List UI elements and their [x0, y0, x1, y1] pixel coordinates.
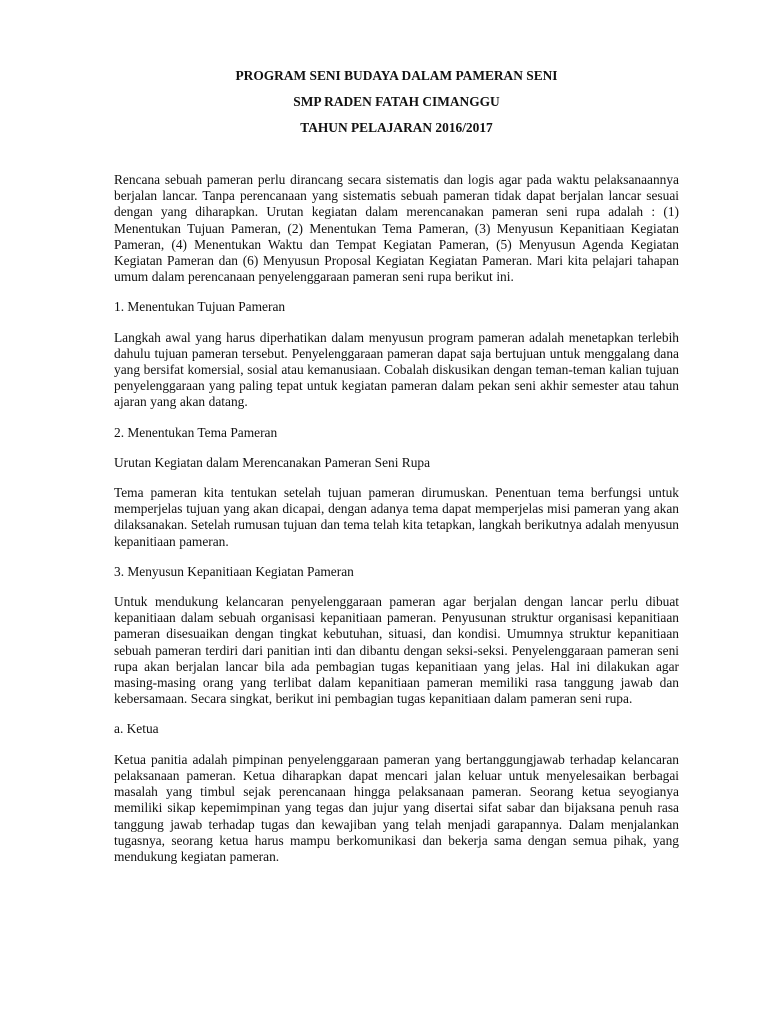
document-title: PROGRAM SENI BUDAYA DALAM PAMERAN SENI — [235, 68, 558, 83]
section-1-heading: 1. Menentukan Tujuan Pameran — [114, 299, 286, 315]
section-2-heading: 2. Menentukan Tema Pameran — [114, 424, 278, 440]
section-3-paragraph: Untuk mendukung kelancaran penyelenggaraan pameran agar berjalan dengan lancar perlu dibuat kepanitiaan dalam sebuah organisasi kepanitiaan pameran. Penyusunan struktur organisasi kepanitiaan pameran disesuaikan dengan tingkat kebutuhan, situasi, dan kondisi. Umumnya struktur kepanitiaan sebuah pameran terdiri dari panitian inti dan dibantu dengan seksi-seksi. Penyelenggaraan pameran seni rupa akan berjalan lancar bila ada pembagian tugas kepanitiaan yang jelas. Hal ini dilakukan agar masing-masing orang yang terlibat dalam kepanitiaan pameran memiliki rasa tanggung jawab dan kebersamaan. Secara singkat, berikut ini pembagian tugas kepanitiaan dalam pameran seni rupa. — [114, 594, 679, 707]
section-2-paragraph: Tema pameran kita tentukan setelah tujuan pameran dirumuskan. Penentuan tema berfungsi untuk memperjelas tujuan yang akan dicapai, dengan adanya tema dapat memperjelas misi pameran yang akan dilaksanakan. Setelah rumusan tujuan dan tema telah kita tetapkan, langkah berikutnya adalah menyusun kepanitiaan pameran. — [114, 485, 679, 549]
section-a-paragraph: Ketua panitia adalah pimpinan penyelenggaraan pameran yang bertanggungjawab terhadap kelancaran pelaksanaan pameran. Ketua diharapkan dapat mencari jalan keluar untuk menyelesaikan berbagai masalah yang timbul sejak perencanaan hingga pelaksanaan pameran. Seorang ketua seyogianya memiliki sikap kepemimpinan yang tegas dan jujur yang disertai sifat sabar dan bijaksana penuh rasa tanggung jawab terhadap tugas dan kewajiban yang telah menjadi garapannya. Dalam menjalankan tugasnya, seorang ketua harus mampu berkomunikasi dan bekerja sama dengan semua pihak, yang mendukung kegiatan pameran. — [114, 751, 679, 864]
document-page — [114, 68, 679, 879]
section-2-subheading: Urutan Kegiatan dalam Merencanakan Pameran Seni Rupa — [114, 454, 431, 470]
document-title-block — [114, 68, 679, 136]
intro-paragraph: Rencana sebuah pameran perlu dirancang secara sistematis dan logis agar pada waktu pelaksanaannya berjalan lancar. Tanpa perencanaan yang sistematis sebuah pameran tidak dapat berjalan lancar sesuai dengan yang diharapkan. Urutan kegiatan dalam merencanakan pameran seni rupa adalah : (1) Menentukan Tujuan Pameran, (2) Menentukan Tema Pameran, (3) Menyusun Kepanitiaan Kegiatan Pameran, (4) Menentukan Waktu dan Tempat Kegiatan Pameran, (5) Menyusun Agenda Kegiatan Kegiatan Pameran dan (6) Menyusun Proposal Kegiatan Kegiatan Pameran. Mari kita pelajari tahapan umum dalam perencanaan penyelenggaraan pameran seni rupa berikut ini. — [114, 172, 679, 285]
academic-year: TAHUN PELAJARAN 2016/2017 — [300, 120, 493, 135]
section-1-paragraph: Langkah awal yang harus diperhatikan dalam menyusun program pameran adalah menetapkan terlebih dahulu tujuan pameran tersebut. Penyelenggaraan pameran dapat saja bertujuan untuk menggalang dana yang bersifat komersial, sosial atau kemanusiaan. Cobalah diskusikan dengan teman-teman kalian tujuan penyelenggaraan yang paling tepat untuk kegiatan pameran dalam pekan seni akhir semester atau tahun ajaran yang akan datang. — [114, 329, 679, 410]
section-a-heading: a. Ketua — [114, 721, 159, 737]
school-name: SMP RADEN FATAH CIMANGGU — [293, 94, 500, 109]
section-3-heading: 3. Menyusun Kepanitiaan Kegiatan Pameran — [114, 563, 354, 579]
